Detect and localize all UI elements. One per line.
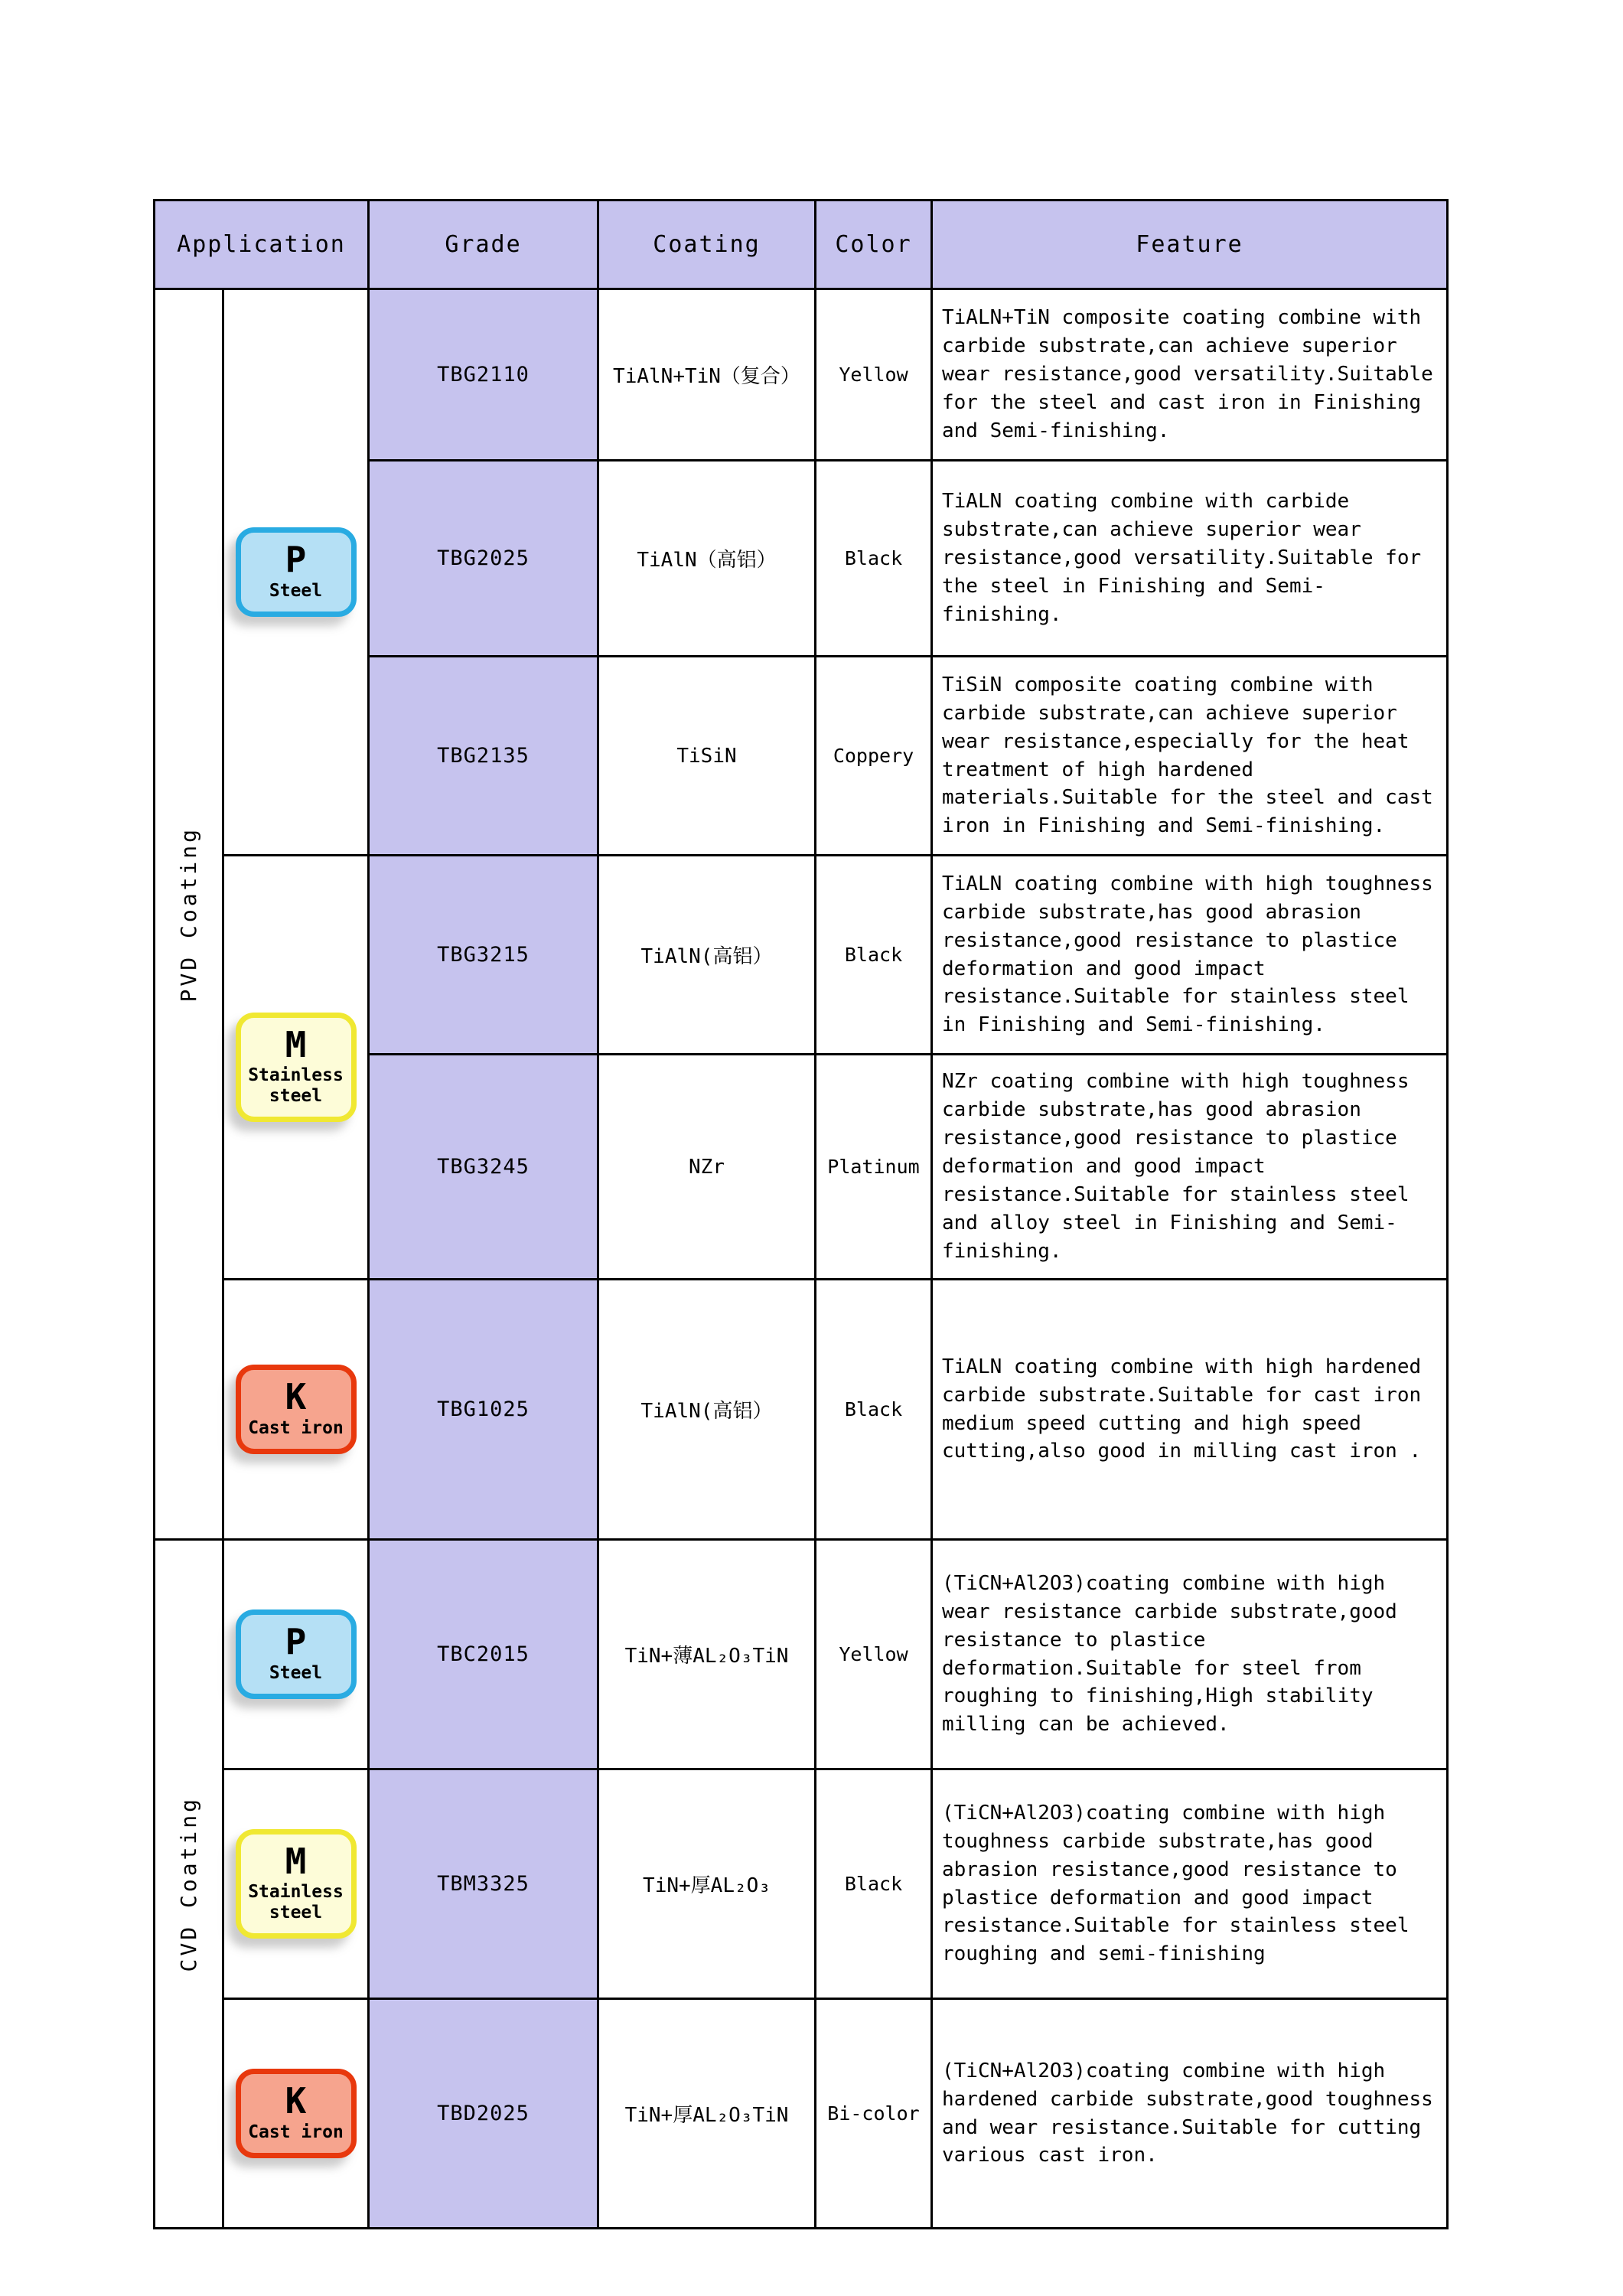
feature-cell: NZr coating combine with high toughness carbide substrate,has good abrasion resistance,good resistance to plastice deformation and good impact resistance.Suitable for stainless steel and alloy steel in Finishing and Semi-finishing. xyxy=(932,1055,1448,1280)
section-pvd-cell xyxy=(155,289,223,1540)
grade-cell: TBD2025 xyxy=(369,1999,598,2229)
badge-label: Steel xyxy=(269,580,323,601)
coating-cell: TiN+厚AL₂O₃TiN xyxy=(598,1999,816,2229)
color-cell: Yellow xyxy=(816,1540,932,1769)
badge-label: Stainless steel xyxy=(248,1065,344,1106)
badge-k-cast-iron xyxy=(236,1365,357,1454)
header-feature: Feature xyxy=(932,201,1448,289)
grade-cell: TBG2025 xyxy=(369,461,598,657)
grade-cell: TBG3215 xyxy=(369,856,598,1055)
coating-spec-table xyxy=(153,199,1449,2229)
section-cvd-cell xyxy=(155,1540,223,2229)
coating-cell: TiN+厚AL₂O₃ xyxy=(598,1769,816,1999)
badge-m-stainless-steel xyxy=(236,1829,357,1939)
header-grade: Grade xyxy=(369,201,598,289)
badge-letter: K xyxy=(285,2079,307,2122)
badge-label: Cast iron xyxy=(248,1417,344,1438)
badge-p-steel xyxy=(236,1609,357,1699)
coating-cell: TiAlN(高铝） xyxy=(598,1280,816,1540)
badge-cell-pvd-p xyxy=(223,289,369,856)
coating-cell: TiSiN xyxy=(598,657,816,856)
badge-cell-pvd-k xyxy=(223,1280,369,1540)
section-cvd-label: CVD Coating xyxy=(176,1795,201,1972)
color-cell: Black xyxy=(816,856,932,1055)
feature-cell: TiALN coating combine with high hardened carbide substrate.Suitable for cast iron medium speed cutting and high speed cutting,also good in milling cast iron . xyxy=(932,1280,1448,1540)
header-color: Color xyxy=(816,201,932,289)
badge-cell-pvd-m xyxy=(223,856,369,1280)
table-row xyxy=(155,1540,1448,1769)
coating-cell: TiAlN+TiN（复合） xyxy=(598,289,816,461)
table-row xyxy=(155,1280,1448,1540)
color-cell: Black xyxy=(816,1769,932,1999)
feature-cell: TiALN coating combine with high toughness carbide substrate,has good abrasion resistance,good resistance to plastice deformation and good impact resistance.Suitable for stainless steel in Finishing and Semi-finishing. xyxy=(932,856,1448,1055)
grade-cell: TBC2015 xyxy=(369,1540,598,1769)
badge-k-cast-iron xyxy=(236,2069,357,2158)
table-row xyxy=(155,1769,1448,1999)
coating-cell: TiAlN（高铝） xyxy=(598,461,816,657)
header-coating: Coating xyxy=(598,201,816,289)
coating-cell: NZr xyxy=(598,1055,816,1280)
badge-label: Cast iron xyxy=(248,2122,344,2142)
header-row xyxy=(155,201,1448,289)
badge-letter: P xyxy=(285,538,307,580)
coating-cell: TiN+薄AL₂O₃TiN xyxy=(598,1540,816,1769)
feature-cell: TiALN coating combine with carbide substrate,can achieve superior wear resistance,good versatility.Suitable for the steel in Finishing and Semi-finishing. xyxy=(932,461,1448,657)
table-row xyxy=(155,289,1448,461)
feature-cell: TiSiN composite coating combine with carbide substrate,can achieve superior wear resistance,especially for the heat treatment of high hardened materials.Suitable for the steel and cast iron in Finishing and Semi-finishing. xyxy=(932,657,1448,856)
badge-letter: P xyxy=(285,1620,307,1662)
badge-label: Steel xyxy=(269,1662,323,1683)
section-pvd-label: PVD Coating xyxy=(176,826,201,1003)
badge-label: Stainless steel xyxy=(248,1882,344,1923)
badge-cell-cvd-p xyxy=(223,1540,369,1769)
grade-cell: TBG1025 xyxy=(369,1280,598,1540)
feature-cell: (TiCN+Al2O3)coating combine with high wear resistance carbide substrate,good resistance to plastice deformation.Suitable for steel from roughing to finishing,High stability milling can be achieved. xyxy=(932,1540,1448,1769)
grade-cell: TBG3245 xyxy=(369,1055,598,1280)
color-cell: Black xyxy=(816,1280,932,1540)
feature-cell: (TiCN+Al2O3)coating combine with high hardened carbide substrate,good toughness and wear resistance.Suitable for cutting various cast iron. xyxy=(932,1999,1448,2229)
badge-cell-cvd-k xyxy=(223,1999,369,2229)
table-row xyxy=(155,1999,1448,2229)
coating-cell: TiAlN(高铝） xyxy=(598,856,816,1055)
badge-cell-cvd-m xyxy=(223,1769,369,1999)
table-row xyxy=(155,856,1448,1055)
badge-letter: M xyxy=(285,1023,307,1065)
color-cell: Coppery xyxy=(816,657,932,856)
badge-letter: K xyxy=(285,1375,307,1417)
badge-p-steel xyxy=(236,527,357,617)
grade-cell: TBG2135 xyxy=(369,657,598,856)
color-cell: Black xyxy=(816,461,932,657)
grade-cell: TBG2110 xyxy=(369,289,598,461)
feature-cell: TiALN+TiN composite coating combine with carbide substrate,can achieve superior wear resistance,good versatility.Suitable for the steel and cast iron in Finishing and Semi-finishing. xyxy=(932,289,1448,461)
color-cell: Platinum xyxy=(816,1055,932,1280)
badge-m-stainless-steel xyxy=(236,1013,357,1122)
header-application: Application xyxy=(155,201,369,289)
feature-cell: (TiCN+Al2O3)coating combine with high toughness carbide substrate,has good abrasion resistance,good resistance to plastice deformation and good impact resistance.Suitable for stainless steel roughing and semi-finishing xyxy=(932,1769,1448,1999)
badge-letter: M xyxy=(285,1840,307,1882)
grade-cell: TBM3325 xyxy=(369,1769,598,1999)
color-cell: Bi-color xyxy=(816,1999,932,2229)
color-cell: Yellow xyxy=(816,289,932,461)
